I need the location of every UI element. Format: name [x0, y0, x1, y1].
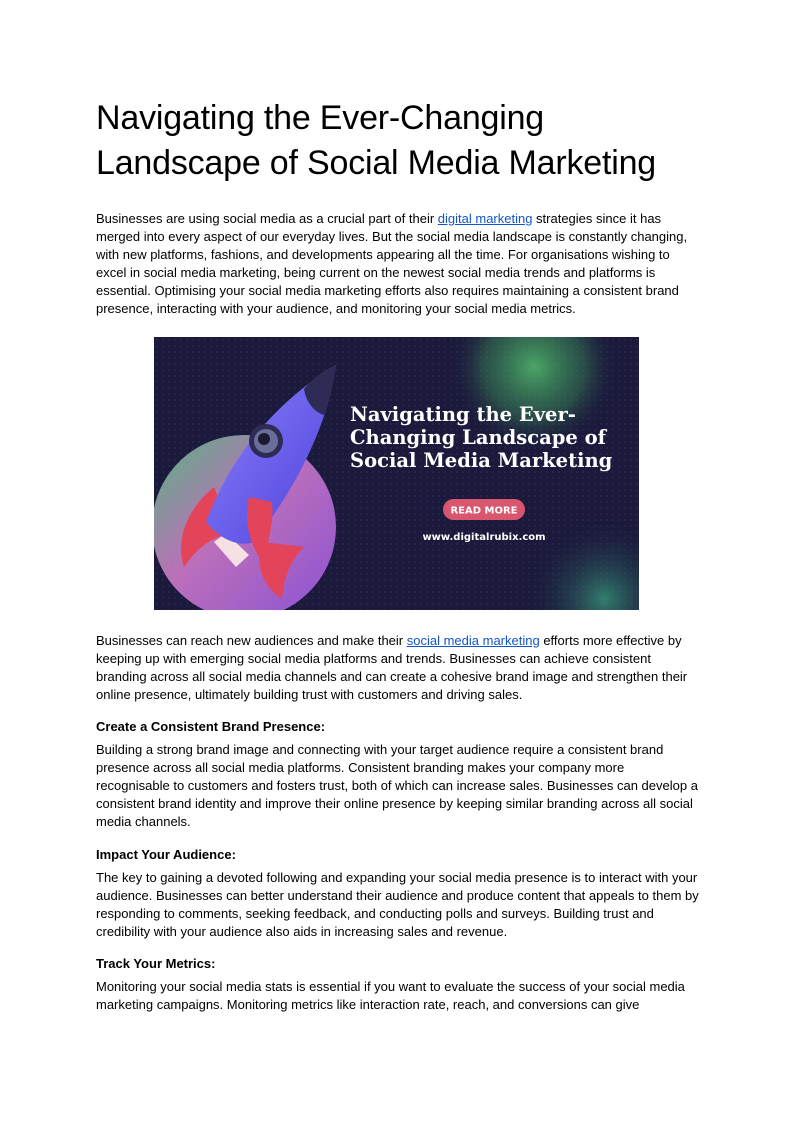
section-heading-brand-presence: Create a Consistent Brand Presence:: [96, 719, 326, 734]
banner-headline-line3: Social Media Marketing: [350, 449, 613, 472]
banner-headline-line2: Changing Landscape of: [350, 426, 607, 449]
section-body-impact-audience: The key to gaining a devoted following and expanding your social media presence is to interact with your audience. Businesses can better understand their audience and produce content that appeals to them by responding to comments, seeking feedback, and conducting polls and surveys. Building trust and credibility with your audience also aids in increasing sales and revenue.: [96, 870, 699, 939]
para2-text-start: Businesses can reach new audiences and make their: [96, 633, 407, 648]
section-heading-track-metrics: Track Your Metrics:: [96, 956, 216, 971]
banner-url: www.digitalrubix.com: [422, 532, 546, 543]
section-heading-impact-audience: Impact Your Audience:: [96, 847, 236, 862]
social-media-marketing-link[interactable]: social media marketing: [406, 633, 540, 648]
section-body-brand-presence: Building a strong brand image and connecting with your target audience require a consistent brand presence across all social media platforms. Consistent branding makes your company more recognisable to customers and fosters trust, both of which can increase sales. Businesses can develop a consistent brand identity and improve their online presence by keeping similar branding across all social media channels.: [96, 742, 698, 829]
document-title: Navigating the Ever-Changing Landscape of Social Media Marketing: [96, 99, 656, 182]
intro-text-start: Businesses are using social media as a crucial part of their: [96, 211, 438, 226]
hero-banner-image: [154, 337, 639, 610]
second-paragraph: [96, 632, 699, 704]
intro-paragraph: [96, 210, 699, 318]
para2-text-end: efforts more effective by keeping up with emerging social media platforms and trends. Businesses can achieve consistent branding across all social media channels and can create a cohesive brand image and strengthen their online presence, ultimately building trust with customers and driving sales.: [96, 633, 688, 702]
banner-headline-line1: Navigating the Ever-: [350, 403, 576, 426]
banner-graphic: [154, 337, 639, 610]
digital-marketing-link[interactable]: digital marketing: [437, 211, 533, 226]
section-body-track-metrics: Monitoring your social media stats is essential if you want to evaluate the success of your social media marketing campaigns. Monitoring metrics like interaction rate, reach, and conversions can give: [96, 979, 685, 1012]
banner-read-more-label: READ MORE: [450, 505, 518, 517]
intro-text-end: strategies since it has merged into every aspect of our everyday lives. But the social media landscape is constantly changing, with new platforms, fashions, and developments appearing all the time. For organisations wishing to excel in social media marketing, being current on the newest social media trends and platforms is essential. Optimising your social media marketing efforts also requires maintaining a consistent brand presence, interacting with your audience, and monitoring your social media metrics.: [96, 211, 688, 316]
